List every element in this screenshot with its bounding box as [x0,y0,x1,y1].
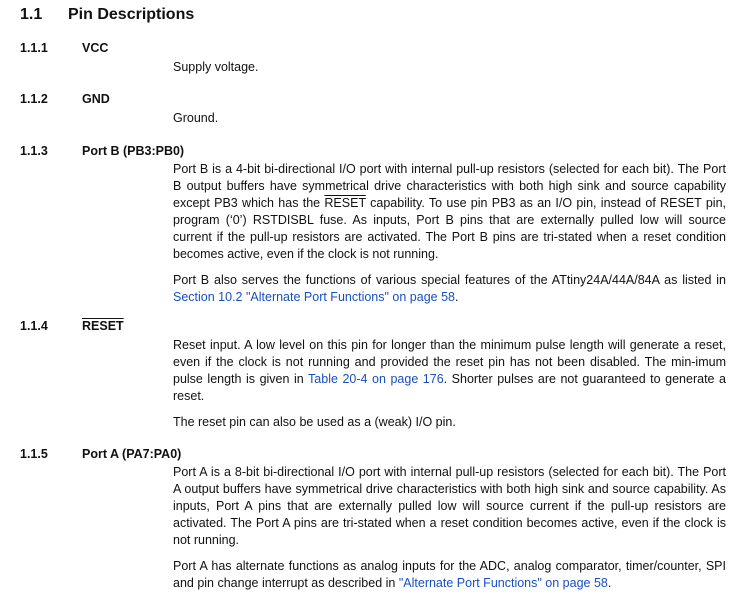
reset-p1-end: . Shorter pulses are not guaranteed to generate a reset. [173,372,726,403]
porta-p2-end: . [607,576,612,590]
portb-p1-start: Port B is a 4-bit bi-directional I/O port with internal pull-up resistors (selected for each bit). The Port B output buffers have symmetrical drive characteristics with both high sink and source capability except PB3 which has the [173,162,726,210]
reset-description [173,337,726,431]
reset-paragraph-1 [173,337,726,405]
gnd-title: GND [82,92,110,106]
reset-p1-start: Reset input. A low level on this pin for longer than the minimum pulse length will generate a reset, even if the clock is not running and provided the reset pin has not been disabled. The min-imum pulse length is given in [173,338,726,386]
gnd-text: Ground. [173,111,219,125]
portb-number: 1.1.3 [20,144,48,158]
portb-p1-end: capability. To use pin PB3 as an I/O pin, instead of RESET pin, program (‘0’) RSTDISBL fuse. As inputs, Port B pins that are externally pulled low will source current if the pull-up resistors are activated. The Port B pins are tri-stated when a reset condition becomes active, even if the clock is not running. [173,196,726,261]
vcc-title: VCC [82,41,109,55]
section-number: 1.1 [20,6,43,23]
gnd-number: 1.1.2 [20,92,48,106]
porta-p2-start: Port A has alternate functions as analog inputs for the ADC, analog comparator, timer/counter, SPI and pin change interrupt as described in [173,559,726,590]
porta-paragraph-2 [173,558,726,592]
alternate-port-functions-link[interactable]: Section 10.2 "Alternate Port Functions" on page 58 [173,290,455,304]
table-20-4-link[interactable]: Table 20-4 on page 176 [308,372,444,386]
porta-paragraph-1: Port A is a 8-bit bi-directional I/O port with internal pull-up resistors (selected for each bit). The Port A output buffers have symmetrical drive characteristics with both high sink and source capability. As inputs, Port A pins that are externally pulled low will source current if the pull-up resistors are activated. The Port A pins are tri-stated when a reset condition becomes active, even if the clock is not running. [173,465,726,547]
section-title: Pin Descriptions [68,6,195,23]
porta-number: 1.1.5 [20,447,48,461]
portb-p2-start: Port B also serves the functions of various special features of the ATtiny24A/44A/84A as listed in [173,273,726,287]
vcc-text: Supply voltage. [173,60,259,74]
vcc-description [173,59,726,76]
portb-paragraph-1 [173,161,726,263]
reset-number: 1.1.4 [20,319,48,333]
portb-title: Port B (PB3:PB0) [82,144,185,158]
vcc-number: 1.1.1 [20,41,48,55]
portb-p2-end: . [454,290,459,304]
reset-paragraph-2: The reset pin can also be used as a (weak) I/O pin. [173,415,456,429]
portb-paragraph-2 [173,272,726,306]
reset-title: RESET [82,319,124,333]
porta-description [173,464,726,592]
gnd-description [173,110,726,127]
portb-description [173,161,726,306]
porta-alternate-functions-link[interactable]: "Alternate Port Functions" on page 58 [398,576,608,590]
porta-title: Port A (PA7:PA0) [82,447,182,461]
portb-reset-overline: RESET [324,196,366,210]
